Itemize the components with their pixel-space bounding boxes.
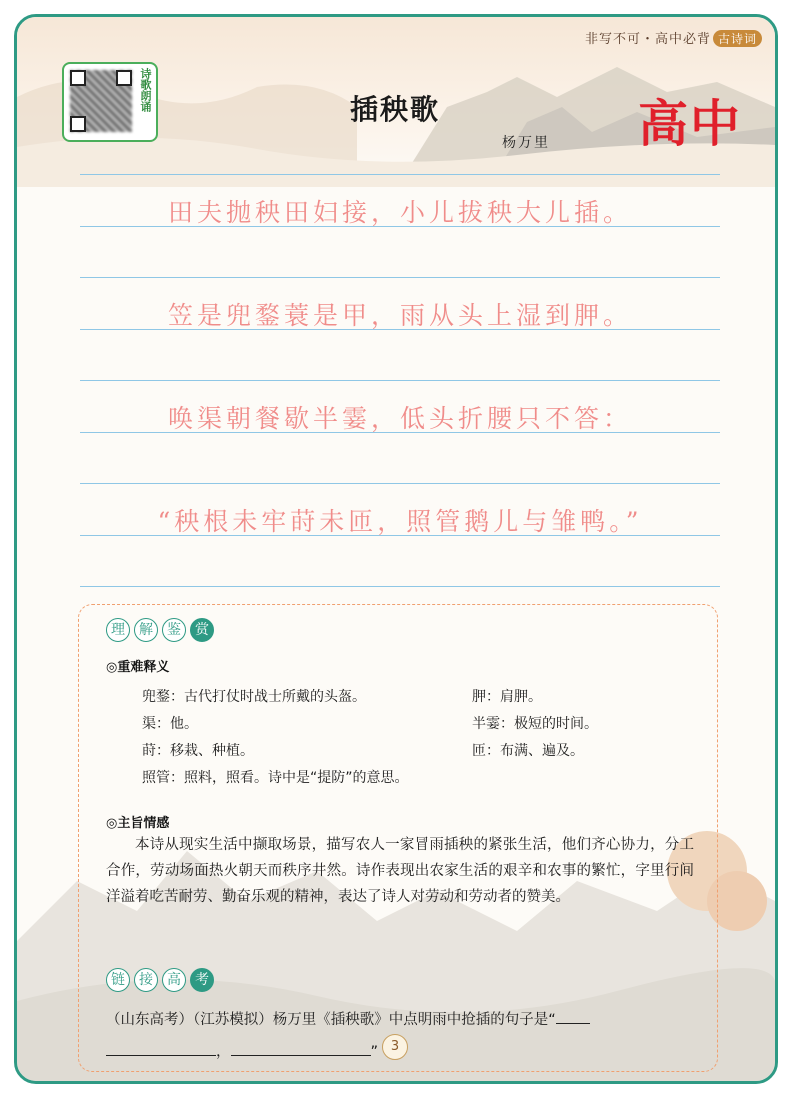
glossary-item: 照管：照料，照看。诗中是“提防”的意思。 [142, 770, 409, 786]
exam-question-text: （山东高考）（江苏模拟）杨万里《插秧歌》中点明雨中抢插的句子是“ [106, 1012, 556, 1028]
poem-line-2: 笠是兜鍪蓑是甲，雨从头上湿到胛。 [167, 301, 632, 330]
heading-char: 鉴 [162, 618, 186, 642]
qr-corner-marker [70, 70, 86, 86]
series-pill: 古诗词 [713, 30, 762, 47]
series-tag [585, 28, 762, 47]
rule-line [80, 483, 720, 484]
glossary-item: 半霎：极短的时间。 [472, 716, 598, 732]
heading-char: 链 [106, 968, 130, 992]
answer-blank[interactable] [106, 1041, 216, 1056]
poem-line-3: 唤渠朝餐歇半霎，低头折腰只不答： [167, 404, 632, 433]
rule-line [80, 380, 720, 381]
series-prefix: 非写不可・高中必背 [584, 32, 711, 47]
heading-char: 理 [106, 618, 130, 642]
theme-title: ◎主旨情感 [106, 816, 170, 831]
glossary-item: 胛：肩胛。 [472, 689, 542, 705]
heading-char: 高 [162, 968, 186, 992]
exam-comma: ， [216, 1044, 231, 1060]
heading-char: 接 [134, 968, 158, 992]
answer-blank[interactable] [556, 1009, 590, 1024]
qr-label: 诗歌朗诵 [139, 68, 152, 112]
exam-question [106, 1008, 694, 1029]
heading-char: 考 [190, 968, 214, 992]
theme-paragraph: 本诗从现实生活中撷取场景，描写农人一家冒雨插秧的紧张生活，他们齐心协力，分工合作，劳动场面热火朝天而秩序井然。诗作表现出农家生活的艰辛和农事的繁忙，字里行间洋溢着吃苦耐劳、勤奋乐观的精神，表达了诗人对劳动和劳动者的赞美。 [106, 837, 694, 905]
poem-title: 插秧歌 [349, 93, 440, 126]
appreciation-heading [106, 618, 214, 642]
glossary-title: ◎重难释义 [106, 660, 170, 675]
poem-line-4: “秧根未牢莳未匝，照管鹅儿与雏鸭。” [157, 507, 643, 536]
rule-line [80, 277, 720, 278]
rule-line [80, 174, 720, 175]
level-badge: 高中 [638, 95, 742, 153]
glossary-item: 莳：移栽、种植。 [142, 743, 254, 759]
heading-char: 解 [134, 618, 158, 642]
qr-corner-marker [116, 70, 132, 86]
poem-line-1: 田夫抛秧田妇接，小儿拔秧大儿插。 [167, 198, 632, 227]
answer-blank[interactable] [231, 1041, 371, 1056]
glossary-item: 匝：布满、遍及。 [472, 743, 584, 759]
rule-line [80, 586, 720, 587]
glossary-item: 兜鍪：古代打仗时战士所戴的头盔。 [142, 689, 366, 705]
poem-author: 杨万里 [502, 135, 550, 151]
glossary-item: 渠：他。 [142, 716, 198, 732]
page-number: 3 [382, 1034, 408, 1060]
exam-heading [106, 968, 214, 992]
exam-close-quote: ” [370, 1044, 379, 1060]
heading-char: 赏 [190, 618, 214, 642]
